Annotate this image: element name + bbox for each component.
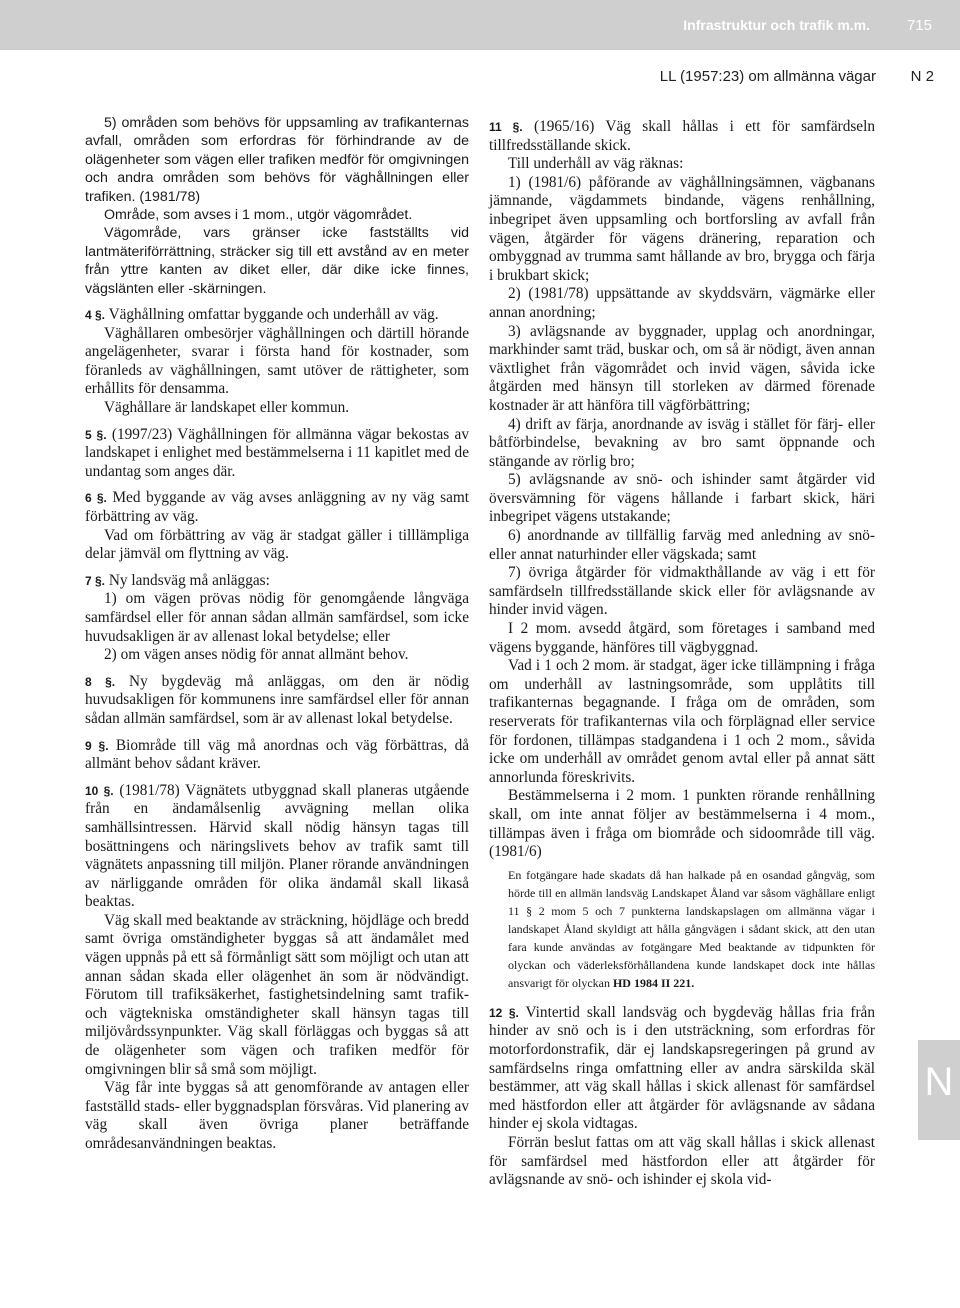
list-item: 2) om vägen anses nödig för annat allmänt behov. <box>104 646 409 664</box>
section-title: Infrastruktur och trafik m.m. <box>683 17 870 33</box>
section-11 <box>489 118 875 155</box>
section-6 <box>85 489 469 526</box>
court-case-reference: HD 1984 II 221. <box>612 975 695 990</box>
section-7 <box>85 572 469 591</box>
section-5 <box>85 426 469 482</box>
section-text: Ny bygdeväg må anläggas, om den är nödig huvudsakligen för kommunens inre samfärdsel eller för annan sådan allmän samfärdsel, som är av allenast lokal betydelse. <box>85 672 469 727</box>
section-number: 11 §. <box>489 120 523 134</box>
paragraph: Väghållaren ombesörjer väghållningen och därtill hörande angelägenheter, svarar i första hand för kostnader, som föranleds av väghållningen, samt utöver de rättigheter, som erhållits för densamma. <box>85 324 469 398</box>
section-text: Med byggande av väg avses anläggning av ny väg samt förbättring av väg. <box>85 489 470 525</box>
section-number: 9 §. <box>85 738 109 753</box>
section-text: (1997/23) Väghållningen för allmänna vägar bekostas av landskapet i enlighet med bestämmelserna i 11 kapitlet med de undantag som anges där. <box>85 425 469 480</box>
court-case-note <box>508 866 875 992</box>
section-text: Väghållning omfattar byggande och underhåll av väg. <box>105 306 439 324</box>
section-text: (1965/16) Väg skall hållas i ett för samfärdseln tillfredsställande skick. <box>489 118 875 154</box>
section-4 <box>85 306 469 325</box>
left-column <box>85 114 469 1154</box>
section-number: 10 §. <box>85 783 114 798</box>
section-number: 8 §. <box>85 674 116 689</box>
section-12 <box>489 1004 875 1134</box>
list-item: 4) drift av färja, anordnande av isväg i stället för färj- eller båtförbindelse, bevakning av bro samt öppnande och stängande av rörlig bro; <box>489 415 875 470</box>
section-9 <box>85 737 469 774</box>
court-case-text: En fotgängare hade skadats då han halkade på en osandad gångväg, som hörde till en allmän landsväg Landskapet Åland var såsom väghållare enligt 11 § 2 mom 5 och 7 punkterna landskapslagen om allmänna vägar i landskapet Åland skyldigt att hålla gångvägen i sådant skick, att den utan fara kunde användas av fotgängare Med beaktande av tidpunkten för olyckan och väderleksförhållandena kunde landskapet dock inte hållas ansvarigt för olyckan <box>508 867 875 990</box>
list-item: 5) avlägsnande av snö- och ishinder samt åtgärder vid översvämning för vägens hållande i farbart skick, häri inbegripet vägens utstakande; <box>489 471 875 526</box>
page-number: 715 <box>906 17 932 34</box>
list-item: 1) om vägen prövas nödig för genomgående långväga samfärdsel eller för annan sådan allmän samfärdsel, som icke huvudsakligen är av allenast lokal betydelse; eller <box>85 590 469 645</box>
paragraph: 5) områden som behövs för uppsamling av trafikanternas avfall, områden som erfordras för förhindrande av de olägenheter som vägen eller trafiken medför för omgivningen och andra områden som behövs för väghållningen eller trafiken. (1981/78) <box>85 115 469 205</box>
chapter-tab-letter: N <box>924 1060 954 1104</box>
paragraph: Förrän beslut fattas om att väg skall hållas i skick allenast för samfärdsel med hästfordon eller att åtgärder för avlägsnande av snö- och ishinder ej skola vid- <box>489 1133 875 1189</box>
list-item: 2) (1981/78) uppsättande av skyddsvärn, vägmärke eller annan anordning; <box>489 285 875 321</box>
section-10 <box>85 782 469 912</box>
section-number: 7 §. <box>85 573 106 588</box>
section-text: Biområde till väg må anordnas och väg förbättras, då allmänt behov sådant kräver. <box>85 736 470 773</box>
paragraph: Vad i 1 och 2 mom. är stadgat, äger icke tillämpning i fråga om underhåll av lastningsområde, som upplåtits till trafikanternas begagnande. I fråga om de områden, som reserverats för trafikanternas vila och förplägnad eller service för fordonen, tillämpas stadgandena i 1 och 2 mom., såvida icke om underhåll av området genom avtal eller på annat sätt annorlunda föreskrivits. <box>489 657 875 786</box>
section-number: 6 §. <box>85 491 107 506</box>
paragraph: Väg får inte byggas så att genomförande av antagen eller fastställd stads- eller byggnadsplan försvåras. Vid planering av väg skall även övriga planer beträffande områdesanvändningen beaktas. <box>85 1079 469 1152</box>
section-text: Ny landsväg må anläggas: <box>105 571 270 589</box>
list-item: 7) övriga åtgärder för vidmakthållande av väg i ett för samfärdseln tillfredsställande skick eller för avlägsnande av hinder invid vägen. <box>489 564 875 619</box>
section-text: (1981/78) Vägnätets utbyggnad skall planeras utgående från en ändamålsenlig avvägning mellan olika samhällsintressen. Härvid skall nödig hänsyn tagas till bosättningens och näringslivets behov av trafik samt till vägnätets anpassning till miljön. Planer rörande användningen av närliggande områden för olika ändamål skall likaså beaktas. <box>85 781 469 911</box>
chapter-tab <box>918 1040 960 1140</box>
paragraph: Område, som avses i 1 mom., utgör vägområdet. <box>104 207 413 224</box>
paragraph: I 2 mom. avsedd åtgärd, som företages i samband med vägens byggande, hänföres till vägbyggnad. <box>489 620 875 656</box>
list-item: 6) anordnande av tillfällig farväg med anledning av snö- eller annat naturhinder eller vägskada; samt <box>489 527 875 563</box>
paragraph: Till underhåll av väg räknas: <box>508 155 684 173</box>
law-title: LL (1957:23) om allmänna vägar <box>659 68 876 85</box>
paragraph: Vägområde, vars gränser icke fastställts vid lantmäteriförrättning, sträcker sig till ett avstånd av en meter från yttre kanten av diket eller, där dike icke finnes, vägslänten eller -skärningen. <box>85 225 469 297</box>
paragraph: Väg skall med beaktande av sträckning, höjdläge och bredd samt övriga omständigheter byggas så att ändamålet med vägen uppnås på ett så förmånligt sätt som möjligt och utan att annan sådan skada eller olägenhet än som är nödvändigt. Förutom till trafiksäkerhet, fastighetsindelning samt trafik- och vägtekniska omständigheter skall hänsyn tagas till miljövårdssynpunkter. Väg skall förläggas och byggas så att de olägenheter som vägen och trafiken medför för omgivningen blir så små som möjligt. <box>85 911 469 1078</box>
paragraph: Bestämmelserna i 2 mom. 1 punkten rörande renhållning skall, om inte annat följer av bestämmelserna i 4 mom., tillämpas även i fråga om biområde och sidoområde till väg. (1981/6) <box>489 787 875 861</box>
section-text: Vintertid skall landsväg och bygdeväg hållas fria från hinder av snö och is i den utsträckning, som erfordras för motorfordonstrafik, där ej landskapsregeringen på grund av samfärdselns ringa omfattning eller av andra särskilda skäl bestämmer, att väg skall hållas i skick allenast för samfärdsel med hästfordon eller att åtgärder för avlägsnande av sådana hinder ej skola vidtagas. <box>489 1003 875 1133</box>
list-item: 3) avlägsnande av byggnader, upplag och anordningar, markhinder samt träd, buskar och, om så är nödigt, även annan växtlighet från vägområdet och invid vägen, såvida icke åtgärden med hänsyn till storleken av därmed förenade kostnader är att hänföra till vägförbättring; <box>489 322 875 414</box>
list-item: 1) (1981/6) påförande av väghållningsämnen, vägbanans jämnande, vägdammets bindande, vägens renhållning, inbegripet även uppsamling och bortforsling av avfall från vägen, åtgärder för vägens dränering, reparation och ombyggnad av trumma samt hållande av bro, brygga och färja i brukbart skick; <box>489 173 875 284</box>
section-number: 5 §. <box>85 427 107 442</box>
paragraph: Vad om förbättring av väg är stadgat gäller i tilllämpliga delar jämväl om flyttning av väg. <box>85 526 469 563</box>
section-8 <box>85 673 469 729</box>
right-column <box>489 118 875 1190</box>
paragraph: Väghållare är landskapet eller kommun. <box>104 399 350 417</box>
chapter-code: N 2 <box>910 68 934 85</box>
section-number: 4 §. <box>85 308 106 323</box>
section-number: 12 §. <box>489 1005 519 1020</box>
top-bar <box>0 0 960 50</box>
